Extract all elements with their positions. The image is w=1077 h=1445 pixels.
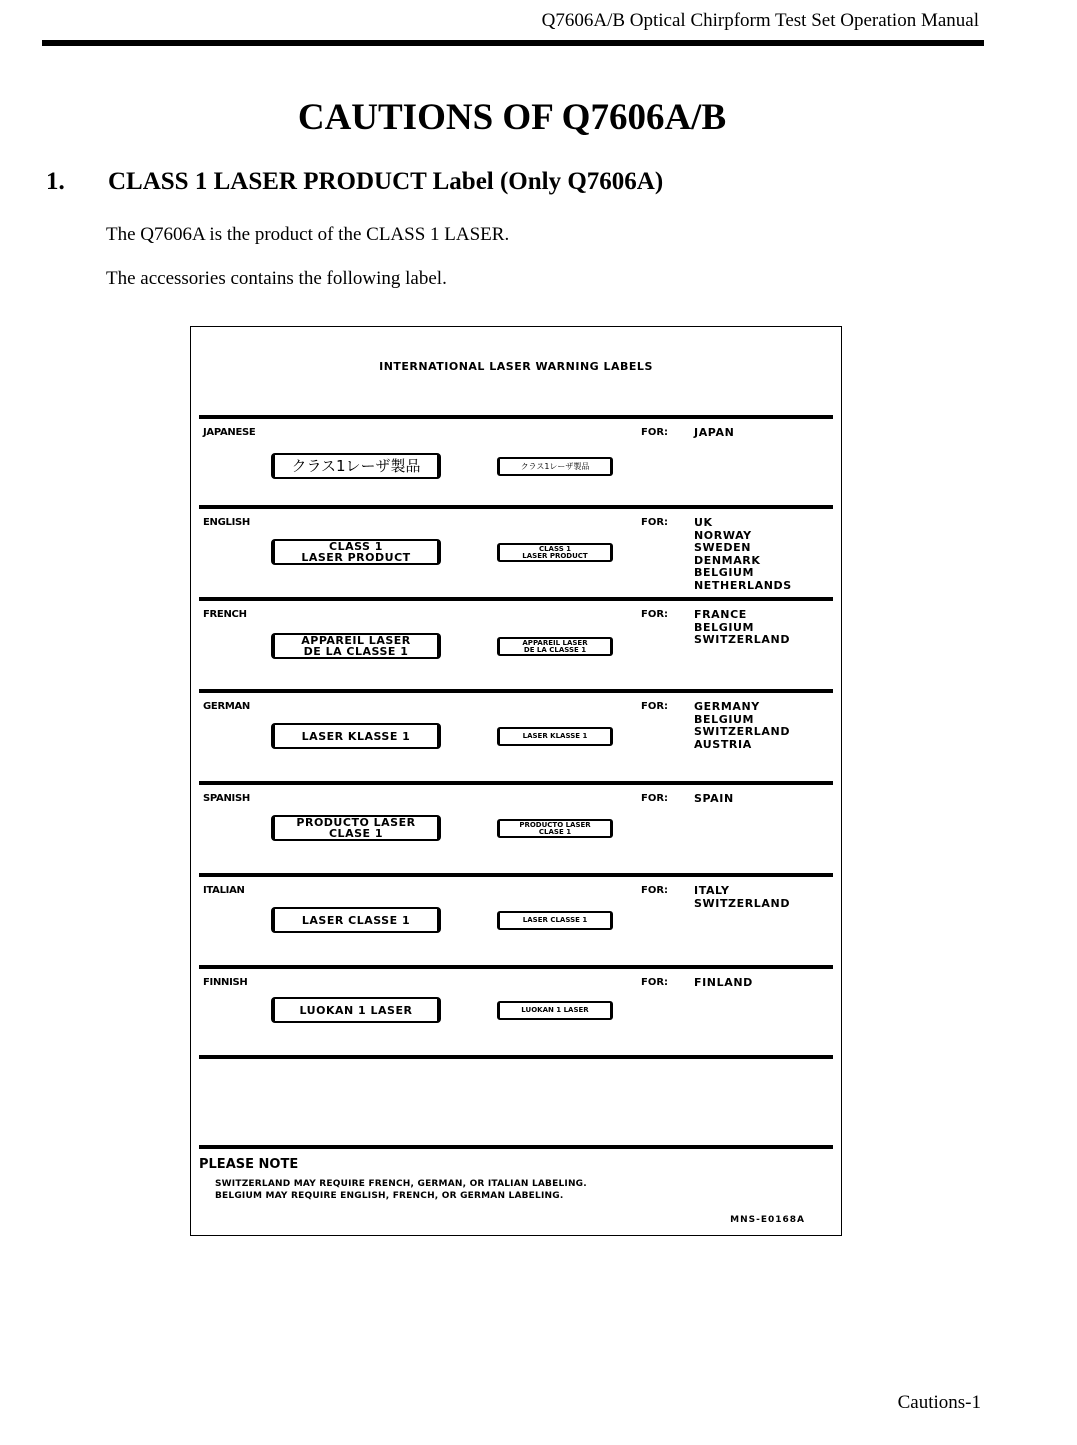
country: NETHERLANDS (694, 578, 792, 592)
label-text: CLASE 1 (328, 827, 383, 840)
country: ITALY (694, 884, 730, 897)
country: BELGIUM (694, 712, 755, 726)
country: DENMARK (694, 553, 761, 567)
for-label: FOR: (641, 885, 669, 896)
panel-title: INTERNATIONAL LASER WARNING LABELS (379, 360, 653, 373)
small-warning-label (497, 911, 613, 930)
paragraph-accessories: The accessories contains the following label. (106, 268, 447, 289)
large-warning-label (271, 815, 441, 841)
language-name: GERMAN (203, 701, 250, 712)
note-line: BELGIUM MAY REQUIRE ENGLISH, FRENCH, OR GERMAN LABELING. (215, 1191, 564, 1201)
document-code: MNS-E0168A (730, 1215, 805, 1225)
for-label: FOR: (641, 427, 669, 438)
divider-rule (199, 689, 833, 693)
label-text: クラス1レーザ製品 (291, 456, 421, 475)
label-text: CLASE 1 (538, 827, 572, 836)
label-text: LUOKAN 1 LASER (521, 1006, 589, 1014)
for-label: FOR: (641, 701, 669, 712)
divider-rule (199, 415, 833, 419)
for-label: FOR: (641, 609, 669, 620)
divider-rule (199, 873, 833, 877)
country-list (694, 609, 790, 647)
note-title: PLEASE NOTE (199, 1157, 299, 1172)
paragraph-product-class: The Q7606A is the product of the CLASS 1 LASER. (106, 224, 510, 245)
label-text: DE LA CLASSE 1 (303, 645, 409, 658)
small-warning-label (497, 543, 613, 562)
label-text: LASER CLASSE 1 (522, 916, 588, 924)
country: SPAIN (694, 792, 734, 805)
divider-rule (199, 781, 833, 785)
page-title: CAUTIONS OF Q7606A/B (297, 97, 727, 138)
country-list (694, 885, 790, 910)
country-list (694, 701, 790, 751)
label-text: DE LA CLASSE 1 (523, 645, 587, 654)
country: SWEDEN (694, 541, 752, 554)
label-text: PRODUCTO LASER (519, 820, 591, 829)
large-warning-label (271, 539, 441, 565)
small-warning-label (497, 727, 613, 746)
small-warning-label (497, 457, 613, 476)
note-line: SWITZERLAND MAY REQUIRE FRENCH, GERMAN, OR ITALIAN LABELING. (215, 1179, 587, 1189)
country-list (694, 517, 792, 592)
section-heading (46, 168, 663, 196)
large-warning-label (271, 907, 441, 933)
large-warning-label (271, 723, 441, 749)
label-text: APPAREIL LASER (301, 634, 411, 647)
divider-rule (199, 505, 833, 509)
country-list (694, 977, 753, 990)
language-name: ENGLISH (203, 517, 250, 528)
divider-rule (199, 1055, 833, 1059)
section-heading-text: CLASS 1 LASER PRODUCT Label (Only Q7606A) (108, 168, 664, 195)
small-warning-label (497, 819, 613, 838)
language-name: JAPANESE (203, 427, 256, 438)
small-warning-label (497, 637, 613, 656)
for-label: FOR: (641, 793, 669, 804)
label-text: CLASS 1 (329, 540, 383, 553)
label-text: LASER CLASSE 1 (301, 913, 411, 927)
header-rule (42, 40, 984, 46)
divider-rule (199, 1145, 833, 1149)
label-text: クラス1レーザ製品 (520, 462, 590, 471)
label-text: CLASS 1 (538, 544, 572, 553)
label-text: LUOKAN 1 LASER (299, 1003, 413, 1017)
label-text: PRODUCTO LASER (296, 816, 416, 829)
label-text: LASER KLASSE 1 (301, 729, 411, 743)
language-name: FRENCH (203, 609, 247, 620)
language-name: SPANISH (203, 793, 250, 804)
divider-rule (199, 597, 833, 601)
country: NORWAY (694, 528, 752, 542)
laser-warning-labels-panel (190, 326, 842, 1236)
large-warning-label (271, 633, 441, 659)
country-list (694, 793, 734, 806)
small-warning-label (497, 1001, 613, 1020)
country: FRANCE (694, 608, 747, 621)
for-label: FOR: (641, 977, 669, 988)
country: BELGIUM (694, 566, 755, 579)
country: UK (694, 516, 713, 529)
country-list (694, 427, 734, 440)
country: AUSTRIA (694, 737, 752, 751)
country: SWITZERLAND (694, 633, 791, 646)
country: FINLAND (694, 976, 753, 989)
language-name: ITALIAN (203, 885, 245, 896)
country: GERMANY (694, 700, 760, 713)
country: SWITZERLAND (694, 896, 791, 910)
label-text: LASER PRODUCT (522, 551, 588, 560)
country: JAPAN (694, 426, 735, 439)
country: BELGIUM (694, 620, 755, 634)
large-warning-label (271, 453, 441, 479)
language-name: FINNISH (203, 977, 248, 988)
large-warning-label (271, 997, 441, 1023)
section-number: 1. (46, 168, 65, 195)
manual-title-header: Q7606A/B Optical Chirpform Test Set Operation Manual (541, 10, 979, 31)
country: SWITZERLAND (694, 725, 791, 738)
label-text: LASER PRODUCT (301, 551, 411, 564)
page-number: Cautions-1 (897, 1392, 981, 1413)
label-text: APPAREIL LASER (522, 638, 588, 647)
label-text: LASER KLASSE 1 (522, 732, 588, 740)
for-label: FOR: (641, 517, 669, 528)
divider-rule (199, 965, 833, 969)
